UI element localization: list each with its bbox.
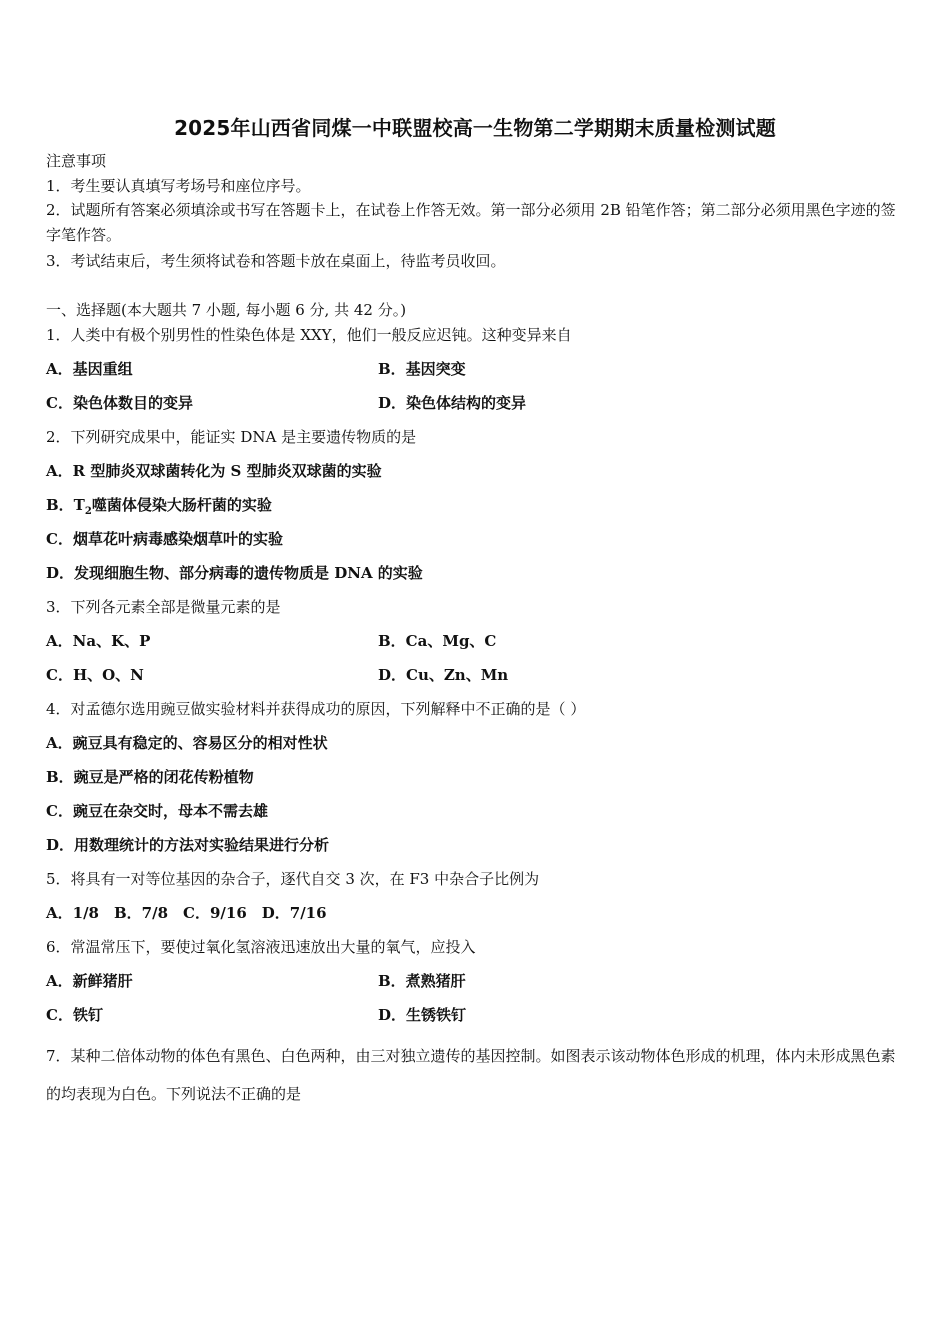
page-title: 2025年山西省同煤一中联盟校高一生物第二学期期末质量检测试题 (174, 116, 776, 140)
q4-option-b[interactable]: B．豌豆是严格的闭花传粉植物 (46, 768, 254, 786)
q3-option-b[interactable]: B．Ca、Mg、C (378, 632, 497, 650)
q2-option-d[interactable]: D．发现细胞生物、部分病毒的遗传物质是 DNA 的实验 (46, 564, 423, 582)
q3-option-a[interactable]: A．Na、K、P (46, 632, 151, 650)
q2-option-c[interactable]: C．烟草花叶病毒感染烟草叶的实验 (46, 530, 283, 548)
q6-option-c[interactable]: C．铁钉 (46, 1006, 103, 1024)
notice-item-1: 1．考生要认真填写考场号和座位序号。 (46, 177, 311, 195)
q6-option-a[interactable]: A．新鲜猪肝 (46, 972, 133, 990)
q1-option-a[interactable]: A．基因重组 (46, 360, 133, 378)
q6-option-d[interactable]: D．生锈铁钉 (378, 1006, 467, 1024)
q4-option-c[interactable]: C．豌豆在杂交时，母本不需去雄 (46, 802, 268, 820)
question-2-stem: 2．下列研究成果中，能证实 DNA 是主要遗传物质的是 (46, 428, 417, 446)
q3-option-c[interactable]: C．H、O、N (46, 666, 144, 684)
q1-option-c[interactable]: C．染色体数目的变异 (46, 394, 193, 412)
question-3-stem: 3．下列各元素全部是微量元素的是 (46, 598, 281, 616)
question-7-stem: 7．某种二倍体动物的体色有黑色、白色两种，由三对独立遗传的基因控制。如图表示该动物体色形成的机理，体内未形成黑色素的均表现为白色。下列说法不正确的是 (46, 1047, 896, 1103)
q2-option-b-text: 噬菌体侵染大肠杆菌的实验 (91, 496, 272, 514)
q1-option-b[interactable]: B．基因突变 (378, 360, 466, 378)
q6-option-b[interactable]: B．煮熟猪肝 (378, 972, 466, 990)
q2-option-a[interactable]: A．R 型肺炎双球菌转化为 S 型肺炎双球菌的实验 (46, 462, 382, 480)
notice-heading: 注意事项 (46, 152, 107, 170)
q2-option-b-prefix: B．T (46, 496, 85, 514)
q5-options[interactable]: A．1/8 B．7/8 C．9/16 D．7/16 (46, 904, 327, 922)
notice-item-3: 3．考试结束后，考生须将试卷和答题卡放在桌面上，待监考员收回。 (46, 252, 506, 270)
question-5-stem: 5．将具有一对等位基因的杂合子，逐代自交 3 次，在 F3 中杂合子比例为 (46, 870, 540, 888)
q2-option-b-subscript: 2 (84, 506, 92, 517)
q3-option-d[interactable]: D．Cu、Zn、Mn (378, 666, 509, 684)
question-6-stem: 6．常温常压下，要使过氧化氢溶液迅速放出大量的氧气，应投入 (46, 938, 476, 956)
question-4-stem: 4．对孟德尔选用豌豆做实验材料并获得成功的原因，下列解释中不正确的是（ ） (46, 700, 586, 718)
q4-option-d[interactable]: D．用数理统计的方法对实验结果进行分析 (46, 836, 330, 854)
q1-option-d[interactable]: D．染色体结构的变异 (378, 394, 527, 412)
notice-item-2: 2．试题所有答案必须填涂或书写在答题卡上，在试卷上作答无效。第一部分必须用 2B 铅笔作答；第二部分必须用黑色字迹的签字笔作答。 (46, 201, 896, 244)
q2-option-b[interactable] (46, 495, 272, 522)
section-heading: 一、选择题(本大题共 7 小题, 每小题 6 分, 共 42 分。) (46, 301, 407, 319)
q4-option-a[interactable]: A．豌豆具有稳定的、容易区分的相对性状 (46, 734, 328, 752)
question-1-stem: 1．人类中有极个别男性的性染色体是 XXY，他们一般反应迟钝。这种变异来自 (46, 326, 572, 344)
